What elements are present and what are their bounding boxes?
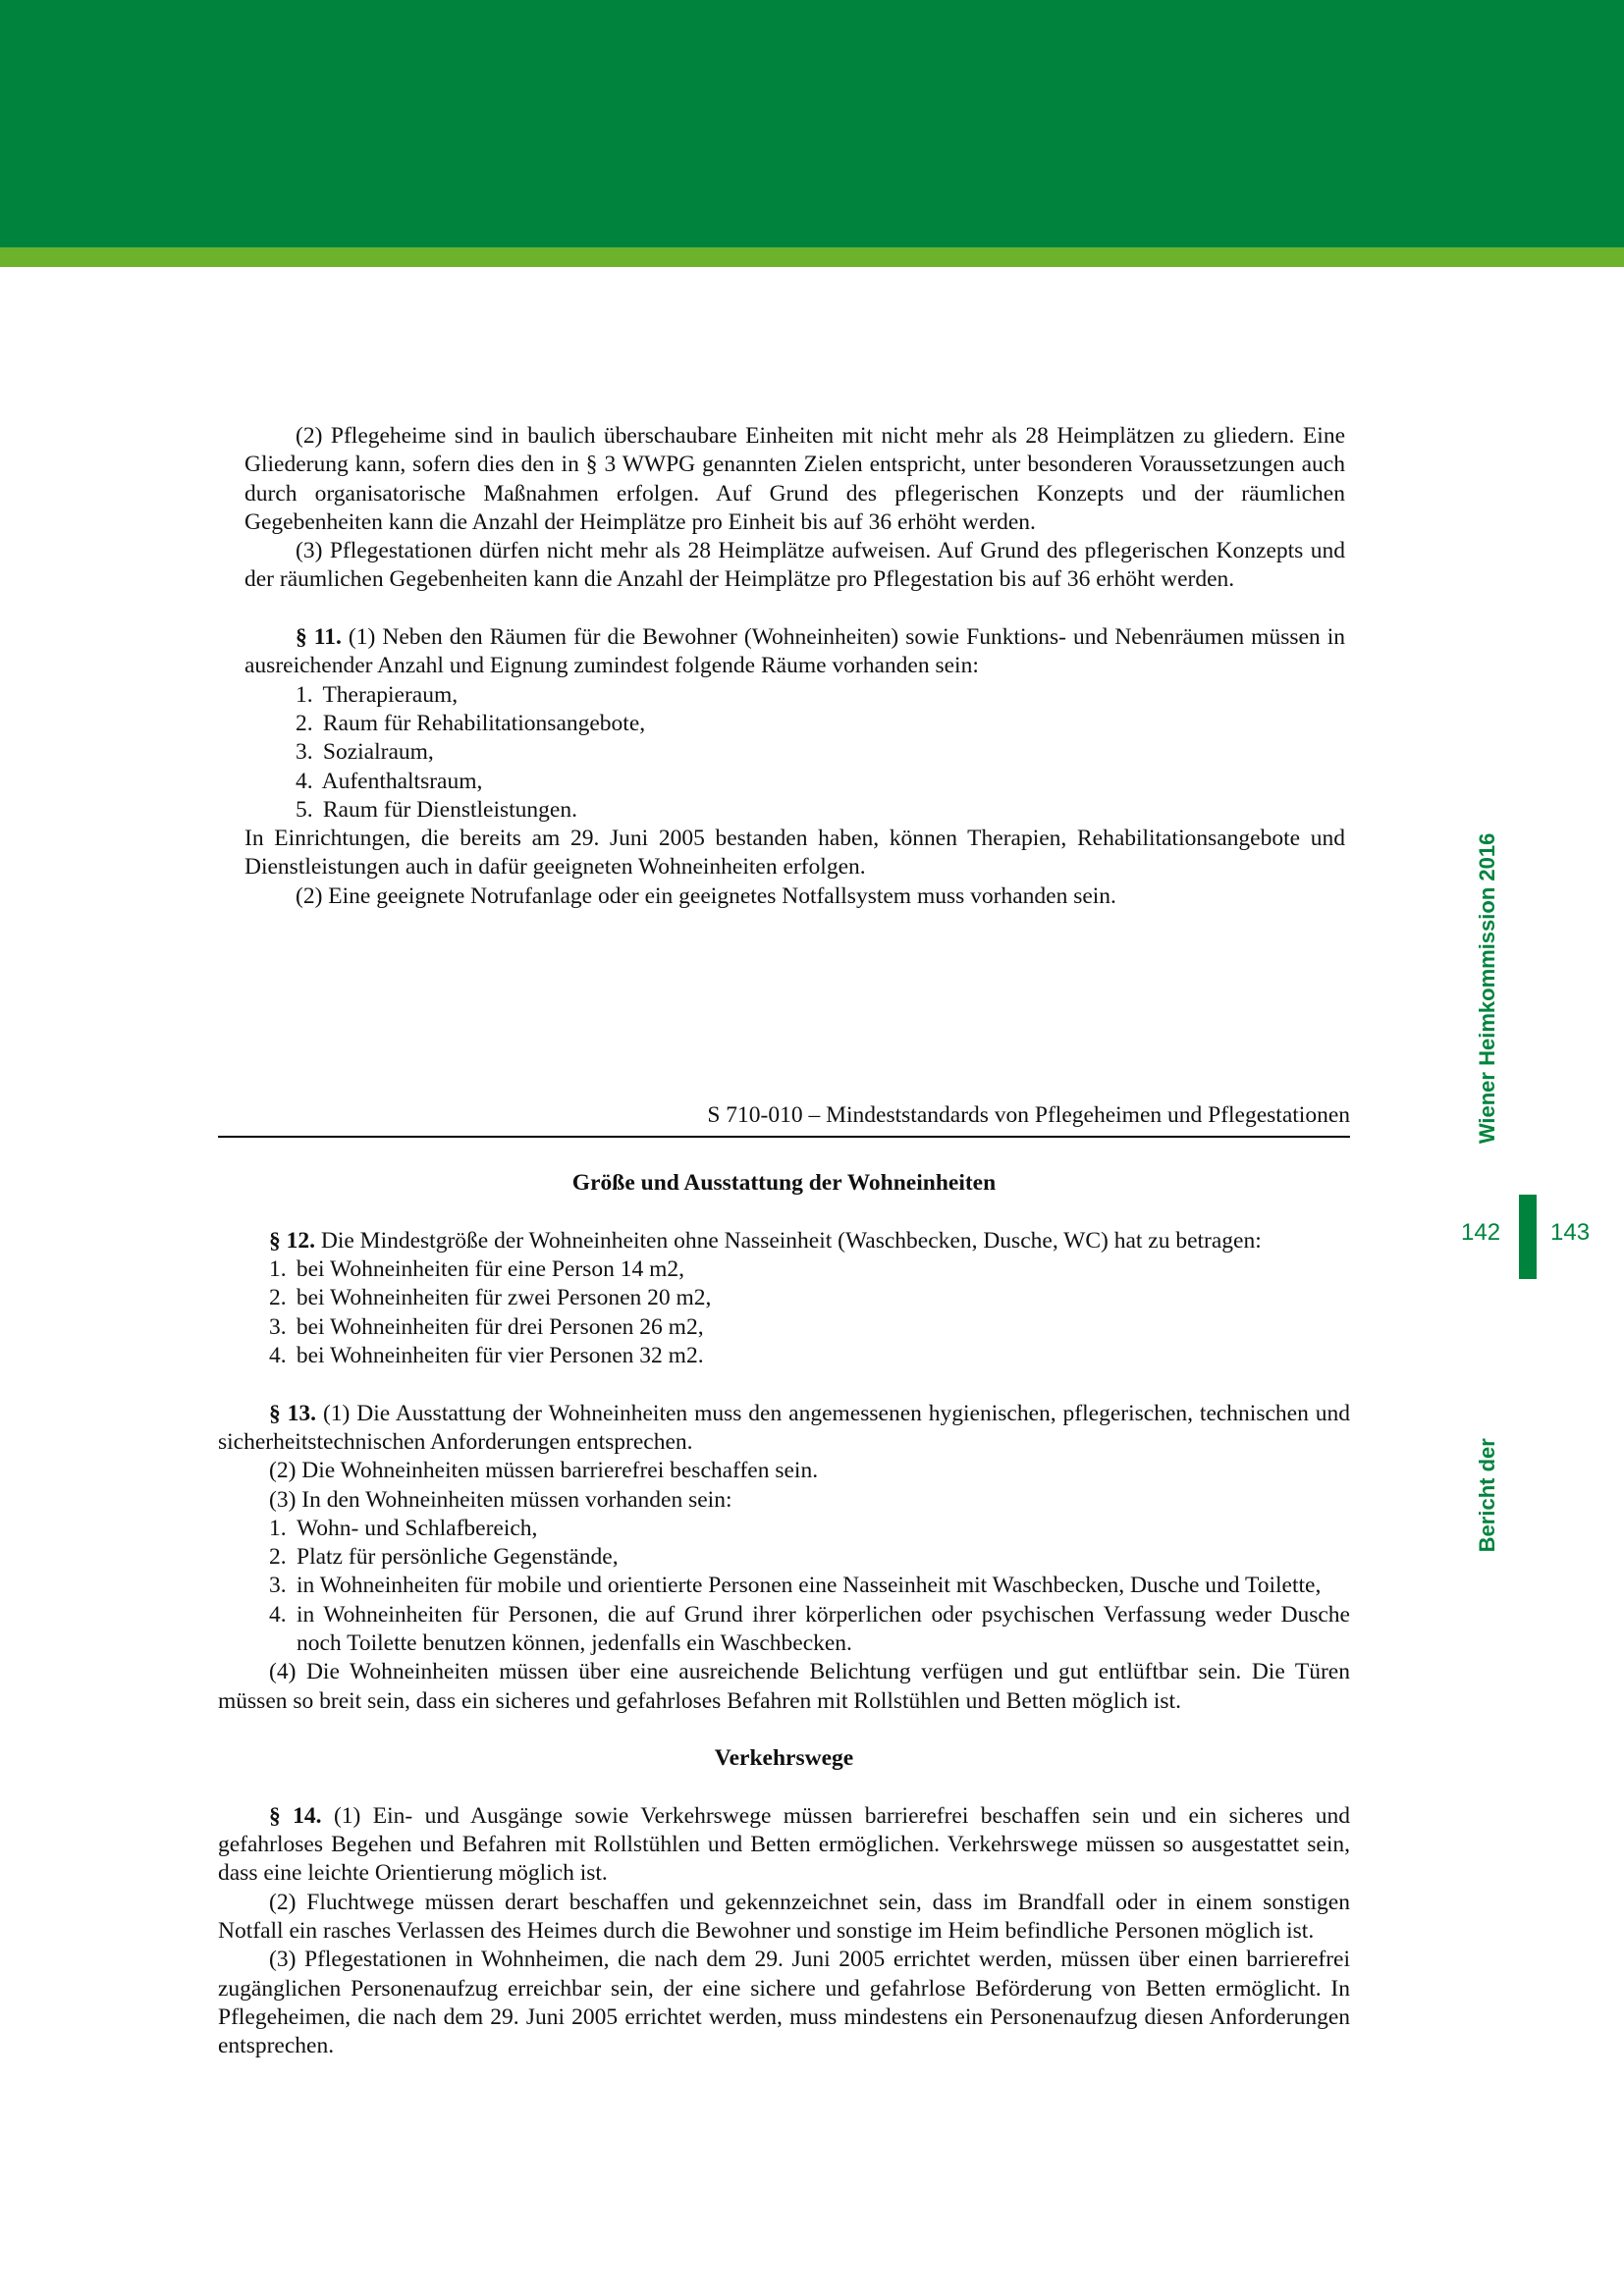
section-13-list bbox=[218, 1515, 1350, 1658]
page-number-left: 142 bbox=[1461, 1219, 1501, 1246]
list-item: 3. Sozialraum, bbox=[296, 739, 434, 766]
list-item: 4. Aufenthaltsraum, bbox=[296, 768, 483, 794]
paragraph-10-3: (3) Pflegestationen dürfen nicht mehr als 28 Heimplätze aufweisen. Auf Grund des pflegerischen Konzepts und der räumlichen Gegebenheiten kann die Anzahl der Heimplätze pro Pflegestation bis auf 36 erhöht werden. bbox=[244, 538, 1345, 593]
list-item: 2. Raum für Rehabilitationsangebote, bbox=[296, 710, 646, 736]
side-title-part-1: Bericht der bbox=[1475, 1438, 1499, 1553]
list-item: 5. Raum für Dienstleistungen. bbox=[296, 796, 577, 823]
section-11-list bbox=[244, 681, 1345, 825]
side-title-part-2: Wiener Heimkommission 2016 bbox=[1475, 832, 1499, 1145]
section-14-text: (1) Ein- und Ausgänge sowie Verkehrswege müssen barrierefrei beschaffen sein und ein sicheres und gefahrloses Begehen und Befahren mit Rollstühlen und Betten ermöglichen. Verkehrswege müssen so ausgestattet sein, dass eine leichte Orientierung möglich ist. bbox=[218, 1802, 1350, 1887]
section-14-mark: § 14. bbox=[269, 1802, 322, 1829]
section-13-paragraph-4: (4) Die Wohneinheiten müssen über eine ausreichende Belichtung verfügen und gut entlüftbar sein. Die Türen müssen so breit sein, dass ein sicheres und gefahrloses Befahren mit Rollstühlen und Betten möglich ist. bbox=[218, 1659, 1350, 1714]
section-12-list bbox=[218, 1255, 1350, 1370]
section-12-paragraph bbox=[218, 1227, 1350, 1255]
text-block-upper bbox=[244, 422, 1345, 911]
section-11-text: (1) Neben den Räumen für die Bewohner (Wohneinheiten) sowie Funktions- und Nebenräumen müssen in ausreichender Anzahl und Eignung zumindest folgende Räume vorhanden sein: bbox=[244, 624, 1345, 679]
heading-verkehrswege: Verkehrswege bbox=[714, 1745, 854, 1772]
list-item: 1. Wohn- und Schlafbereich, bbox=[269, 1515, 538, 1541]
section-14-paragraph-1 bbox=[218, 1802, 1350, 1889]
list-item: 2. bei Wohneinheiten für zwei Personen 20 m2, bbox=[269, 1285, 712, 1311]
side-publication-title bbox=[1475, 833, 1500, 1553]
paragraph-10-2: (2) Pflegeheime sind in baulich überschaubare Einheiten mit nicht mehr als 28 Heimplätzen zu gliedern. Eine Gliederung kann, sofern dies den in § 3 WWPG genannten Zielen entspricht, unter besonderen Voraussetzungen auch durch organisatorische Maßnahmen erfolgen. Auf Grund des pflegerischen Konzepts und der räumlichen Gegebenheiten kann die Anzahl der Heimplätze pro Einheit bis auf 36 erhöht werden. bbox=[244, 423, 1345, 535]
section-13-paragraph-2: (2) Die Wohneinheiten müssen barrierefrei beschaffen sein. bbox=[269, 1458, 819, 1484]
section-13-text: (1) Die Ausstattung der Wohneinheiten muss den angemessenen hygienischen, pflegerischen, technischen und sicherheitstechnischen Anforderungen entsprechen. bbox=[218, 1400, 1351, 1455]
text-block-lower bbox=[218, 1101, 1350, 2061]
heading-wohneinheiten: Größe und Ausstattung der Wohneinheiten bbox=[571, 1170, 997, 1197]
header-stripe bbox=[0, 247, 1624, 267]
list-item: 4. in Wohneinheiten für Personen, die auf Grund ihrer körperlichen oder psychischen Verfassung weder Dusche noch Toilette benutzen können, jedenfalls ein Waschbecken. bbox=[269, 1601, 1350, 1657]
section-11-after-list: In Einrichtungen, die bereits am 29. Juni 2005 bestanden haben, können Therapien, Rehabilitationsangebote und Dienstleistungen auch in dafür geeigneten Wohneinheiten erfolgen. bbox=[244, 826, 1345, 881]
document-reference: S 710-010 – Mindeststandards von Pflegeheimen und Pflegestationen bbox=[707, 1102, 1350, 1128]
list-item: 3. bei Wohneinheiten für drei Personen 26 m2, bbox=[269, 1313, 704, 1340]
section-11-mark: § 11. bbox=[296, 624, 342, 651]
section-14-paragraph-2: (2) Fluchtwege müssen derart beschaffen und gekennzeichnet sein, dass im Brandfall oder in einem sonstigen Notfall ein rasches Verlassen des Heimes durch die Bewohner und sonstige im Heim befindliche Personen möglich ist. bbox=[218, 1889, 1350, 1945]
list-item: 1. Therapieraum, bbox=[296, 681, 459, 708]
section-11-paragraph-1 bbox=[244, 623, 1345, 681]
section-13-paragraph-3: (3) In den Wohneinheiten müssen vorhanden sein: bbox=[269, 1486, 732, 1513]
header-band bbox=[0, 0, 1624, 247]
list-item: 2. Platz für persönliche Gegenstände, bbox=[269, 1544, 619, 1571]
side-accent-bar bbox=[1519, 1195, 1537, 1279]
list-item: 4. bei Wohneinheiten für vier Personen 32 m2. bbox=[269, 1343, 704, 1369]
list-item: 1. bei Wohneinheiten für eine Person 14 m2, bbox=[269, 1256, 685, 1283]
section-14-paragraph-3: (3) Pflegestationen in Wohnheimen, die nach dem 29. Juni 2005 errichtet werden, müssen über einen barrierefrei zugänglichen Personenaufzug erreichbar sein, der eine sichere und gefahrlose Beförderung von Betten ermöglicht. In Pflegeheimen, die nach dem 29. Juni 2005 errichtet werden, muss mindestens ein Personenaufzug diesen Anforderungen entsprechen. bbox=[218, 1947, 1350, 2059]
list-item: 3. in Wohneinheiten für mobile und orientierte Personen eine Nasseinheit mit Waschbecken, Dusche und Toilette, bbox=[269, 1573, 1322, 1599]
section-12-mark: § 12. bbox=[269, 1227, 315, 1254]
page-number-right: 143 bbox=[1550, 1219, 1591, 1246]
reference-divider bbox=[218, 1136, 1350, 1138]
section-12-text: Die Mindestgröße der Wohneinheiten ohne Nasseinheit (Waschbecken, Dusche, WC) hat zu betragen: bbox=[315, 1227, 1262, 1254]
section-13-mark: § 13. bbox=[269, 1400, 317, 1426]
section-11-paragraph-2: (2) Eine geeignete Notrufanlage oder ein geeignetes Notfallsystem muss vorhanden sein. bbox=[296, 882, 1116, 909]
section-13-paragraph-1 bbox=[218, 1400, 1350, 1458]
